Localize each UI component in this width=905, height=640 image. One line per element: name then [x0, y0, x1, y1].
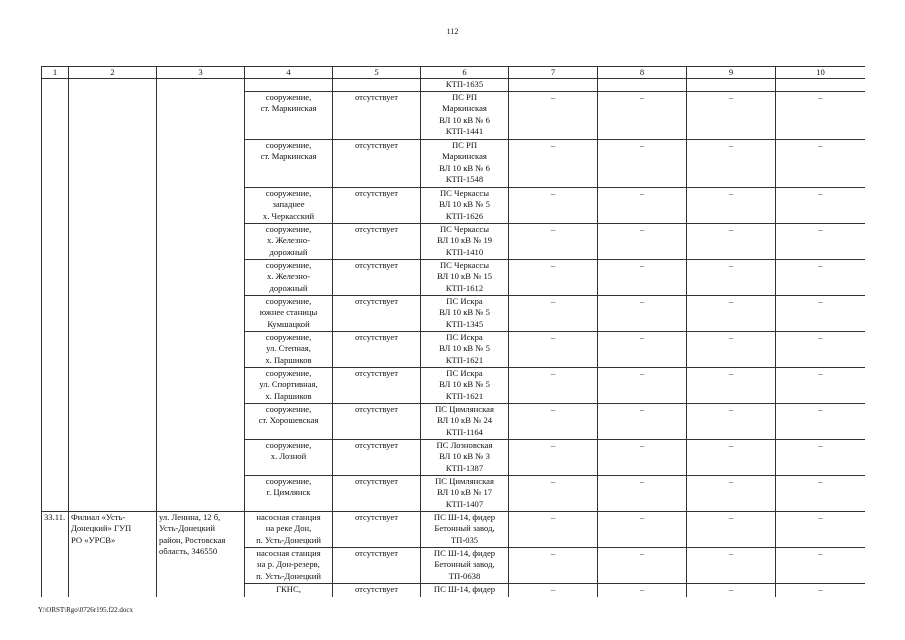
table-row [42, 296, 866, 332]
cell-c6-text: ПС Черкассы ВЛ 10 кВ № 19 КТП-1410 [436, 224, 493, 257]
cell-c6-text: ПС Искра ВЛ 10 кВ № 5 КТП-1621 [439, 368, 490, 401]
table-row [42, 79, 866, 92]
cell-c9 [687, 332, 776, 368]
cell-c4-text: сооружение, ул. Степная, х. Паршиков [265, 332, 312, 365]
cell-c6-text: ПС РП Маркинская ВЛ 10 кВ № 6 КТП-1548 [439, 140, 490, 184]
empty-cell-c3 [157, 476, 245, 512]
cell-c8-text: – [639, 92, 645, 102]
cell-c8-text: – [639, 440, 645, 450]
cell-c6-text: ПС Ш-14, фидер [433, 584, 496, 594]
empty-cell-c3 [157, 79, 245, 92]
cell-c6 [421, 92, 509, 140]
cell-c6 [421, 188, 509, 224]
cell-c9-text: – [728, 296, 734, 306]
cell-c7 [509, 440, 598, 476]
cell-c5-text: отсутствует [355, 260, 398, 270]
cell-c4 [245, 140, 333, 188]
cell-c10-text: – [818, 188, 823, 198]
cell-c10-text: – [818, 548, 823, 558]
cell-c5-text: отсутствует [355, 92, 398, 102]
header-cell: 4 [245, 67, 333, 79]
cell-c9 [687, 140, 776, 188]
cell-c7-text: – [550, 296, 556, 306]
cell-c8 [598, 140, 687, 188]
cell-c7 [509, 296, 598, 332]
cell-c4-text: ГКНС, [276, 584, 301, 594]
cell-c8 [598, 260, 687, 296]
cell-c9-text: – [728, 92, 734, 102]
cell-c5 [333, 512, 421, 548]
empty-cell-c2 [69, 296, 157, 332]
cell-c6 [421, 79, 509, 92]
cell-c6-text: КТП-1635 [445, 79, 484, 89]
cell-c5-text: отсутствует [355, 224, 398, 234]
header-row [42, 67, 866, 79]
cell-c10 [776, 404, 866, 440]
cell-c5 [333, 188, 421, 224]
table-row [42, 92, 866, 140]
cell-c7-text: – [550, 548, 556, 558]
empty-cell-c3 [157, 368, 245, 404]
cell-c9-text: – [728, 140, 734, 150]
cell-c5 [333, 332, 421, 368]
empty-cell-c2 [69, 140, 157, 188]
empty-cell-c2 [69, 368, 157, 404]
cell-c6-text: ПС Ш-14, фидер Бетонный завод, ТП-035 [433, 512, 496, 545]
cell-c8-text: – [639, 476, 645, 486]
header-cell: 2 [69, 67, 157, 79]
cell-c7-text: – [550, 188, 556, 198]
empty-cell-c3 [157, 260, 245, 296]
cell-c10-text: – [818, 260, 823, 270]
header-cell: 1 [42, 67, 69, 79]
cell-c7-text: – [550, 440, 556, 450]
empty-cell-c3 [157, 224, 245, 260]
group-cell-c3 [157, 512, 245, 598]
cell-c10 [776, 260, 866, 296]
cell-c9 [687, 512, 776, 548]
cell-c9-text: – [728, 548, 734, 558]
cell-c4 [245, 368, 333, 404]
cell-c4 [245, 404, 333, 440]
group-cell-c1 [42, 512, 69, 598]
empty-cell-c1 [42, 188, 69, 224]
cell-c5 [333, 260, 421, 296]
cell-c7-text: – [550, 332, 556, 342]
cell-c6-text: ПС Лозновская ВЛ 10 кВ № 3 КТП-1387 [436, 440, 493, 473]
cell-c7-text: – [550, 368, 556, 378]
cell-c4-text: сооружение, западнее х. Черкасский [262, 188, 315, 221]
header-cell: 9 [687, 67, 776, 79]
empty-cell-c1 [42, 92, 69, 140]
cell-c5-text: отсутствует [355, 440, 398, 450]
cell-c8-text: – [639, 584, 645, 594]
cell-c4-text: сооружение, южнее станицы Кумшацкой [259, 296, 318, 329]
cell-c10 [776, 368, 866, 404]
empty-cell-c1 [42, 476, 69, 512]
cell-c10-text: – [818, 368, 823, 378]
empty-cell-c1 [42, 224, 69, 260]
cell-c6 [421, 548, 509, 584]
cell-c9-text: – [728, 512, 734, 522]
empty-cell-c2 [69, 404, 157, 440]
cell-c5-text: отсутствует [355, 188, 398, 198]
empty-cell-c2 [69, 92, 157, 140]
cell-c9 [687, 260, 776, 296]
cell-c8 [598, 332, 687, 368]
empty-cell-c1 [42, 140, 69, 188]
page-number: 112 [446, 27, 459, 36]
empty-cell-c2 [69, 440, 157, 476]
cell-c5 [333, 476, 421, 512]
group-cell-c2 [69, 512, 157, 598]
cell-c4 [245, 332, 333, 368]
cell-c7 [509, 368, 598, 404]
cell-c10-text: – [818, 512, 823, 522]
cell-c6 [421, 332, 509, 368]
empty-cell-c3 [157, 296, 245, 332]
cell-c8 [598, 296, 687, 332]
empty-cell-c1 [42, 79, 69, 92]
cell-c7-text: – [550, 224, 556, 234]
table-row [42, 188, 866, 224]
cell-c6 [421, 224, 509, 260]
cell-c8 [598, 92, 687, 140]
cell-c4 [245, 440, 333, 476]
cell-c6 [421, 512, 509, 548]
cell-c10-text: – [818, 332, 823, 342]
cell-c10-text: – [818, 476, 823, 486]
cell-c6-text: ПС Цимлянская ВЛ 10 кВ № 17 КТП-1407 [435, 476, 494, 509]
cell-c6 [421, 296, 509, 332]
empty-cell-c1 [42, 260, 69, 296]
cell-c9-text: – [728, 188, 734, 198]
cell-c8-text: – [639, 368, 645, 378]
empty-cell-c3 [157, 140, 245, 188]
cell-c5 [333, 440, 421, 476]
empty-cell-c2 [69, 260, 157, 296]
cell-c5-text: отсутствует [355, 140, 398, 150]
empty-cell-c2 [69, 332, 157, 368]
cell-c7 [509, 584, 598, 598]
cell-c9-text: – [728, 476, 734, 486]
cell-c8 [598, 512, 687, 548]
cell-c8-text: – [639, 140, 645, 150]
table-row [42, 224, 866, 260]
cell-c6-text: ПС Черкассы ВЛ 10 кВ № 15 КТП-1612 [436, 260, 493, 293]
cell-c5 [333, 296, 421, 332]
cell-c7 [509, 140, 598, 188]
cell-c6 [421, 368, 509, 404]
cell-c9-text: – [728, 404, 734, 414]
cell-c5 [333, 92, 421, 140]
cell-c4 [245, 188, 333, 224]
cell-c9 [687, 548, 776, 584]
header-cell: 7 [509, 67, 598, 79]
table-row [42, 476, 866, 512]
empty-cell-c2 [69, 79, 157, 92]
cell-c9 [687, 92, 776, 140]
cell-c4-text: сооружение, ст. Маркинская [260, 92, 317, 114]
cell-c6-text: ПС Ш-14, фидер Бетонный завод, ТП-0638 [433, 548, 496, 581]
cell-c5 [333, 79, 421, 92]
cell-c4 [245, 92, 333, 140]
cell-c5 [333, 548, 421, 584]
cell-c4-text: насосная станция на реке Дон, п. Усть-Донецкий [256, 512, 321, 545]
cell-c8-text: – [639, 296, 645, 306]
cell-c9-text: – [728, 584, 734, 594]
cell-c4-text: сооружение, х. Лозной [265, 440, 312, 462]
cell-c8-text: – [639, 548, 645, 558]
cell-c7-text: – [550, 92, 556, 102]
cell-c6-text: ПС РП Маркинская ВЛ 10 кВ № 6 КТП-1441 [439, 92, 490, 136]
cell-c6 [421, 404, 509, 440]
cell-c10-text: – [818, 296, 823, 306]
cell-c8-text: – [639, 224, 645, 234]
header-cell: 10 [776, 67, 866, 79]
cell-c5-text: отсутствует [355, 368, 398, 378]
cell-c10 [776, 79, 866, 92]
cell-c8-text: – [639, 404, 645, 414]
cell-c10-text: – [818, 440, 823, 450]
cell-c4-text: сооружение, г. Цимлянск [265, 476, 312, 498]
cell-c10-text: – [818, 92, 823, 102]
cell-c5 [333, 404, 421, 440]
cell-c10 [776, 140, 866, 188]
table-row [42, 512, 866, 548]
cell-c7-text: – [550, 260, 556, 270]
cell-c8-text: – [639, 512, 645, 522]
table-row [42, 440, 866, 476]
cell-c10-text: – [818, 584, 823, 594]
cell-c8 [598, 368, 687, 404]
cell-c5 [333, 224, 421, 260]
cell-c7-text: – [550, 584, 556, 594]
header-cell: 6 [421, 67, 509, 79]
cell-c5-text: отсутствует [355, 296, 398, 306]
empty-cell-c1 [42, 332, 69, 368]
cell-c10 [776, 92, 866, 140]
cell-c8 [598, 224, 687, 260]
cell-c10-text: – [818, 224, 823, 234]
cell-c6 [421, 260, 509, 296]
cell-c7 [509, 476, 598, 512]
cell-c4 [245, 548, 333, 584]
cell-c9 [687, 224, 776, 260]
cell-c7 [509, 512, 598, 548]
cell-c4-text: сооружение, ст. Маркинская [260, 140, 317, 162]
cell-c6 [421, 476, 509, 512]
header-cell: 5 [333, 67, 421, 79]
cell-c4-text: сооружение, ул. Спортивная, х. Паршиков [259, 368, 318, 401]
empty-cell-c2 [69, 224, 157, 260]
cell-c5 [333, 140, 421, 188]
cell-c9 [687, 188, 776, 224]
cell-c4 [245, 224, 333, 260]
empty-cell-c1 [42, 368, 69, 404]
cell-c6 [421, 584, 509, 598]
footer-file-path: Y:\ORST\Rgo\0726r195.f22.docx [38, 606, 134, 614]
cell-c8-text: – [639, 260, 645, 270]
cell-c9 [687, 79, 776, 92]
cell-c9-text: – [728, 224, 734, 234]
empty-cell-c2 [69, 476, 157, 512]
cell-c4 [245, 296, 333, 332]
cell-c6-text: ПС Искра ВЛ 10 кВ № 5 КТП-1621 [439, 332, 490, 365]
cell-c6 [421, 440, 509, 476]
cell-c4 [245, 79, 333, 92]
cell-c7 [509, 260, 598, 296]
group-cell-c1-text: 33.11. [44, 512, 66, 522]
cell-c9 [687, 404, 776, 440]
cell-c10 [776, 548, 866, 584]
cell-c10-text: – [818, 140, 823, 150]
table-body [42, 79, 866, 598]
cell-c7 [509, 92, 598, 140]
cell-c9-text: – [728, 440, 734, 450]
header-cell: 3 [157, 67, 245, 79]
cell-c8-text: – [639, 188, 645, 198]
cell-c9 [687, 368, 776, 404]
cell-c9-text: – [728, 332, 734, 342]
cell-c7 [509, 332, 598, 368]
cell-c9 [687, 476, 776, 512]
empty-cell-c3 [157, 188, 245, 224]
cell-c5 [333, 584, 421, 598]
cell-c7 [509, 224, 598, 260]
cell-c10 [776, 440, 866, 476]
cell-c5 [333, 368, 421, 404]
cell-c5-text: отсутствует [355, 512, 398, 522]
table-row [42, 368, 866, 404]
cell-c8 [598, 188, 687, 224]
cell-c4-text: сооружение, х. Железно- дорожный [265, 260, 312, 293]
empty-cell-c3 [157, 440, 245, 476]
cell-c8-text: – [639, 332, 645, 342]
table-row [42, 332, 866, 368]
cell-c5-text: отсутствует [355, 548, 398, 558]
cell-c5-text: отсутствует [355, 476, 398, 486]
cell-c10 [776, 188, 866, 224]
table-row [42, 260, 866, 296]
group-cell-c3-text: ул. Ленина, 12 б, Усть-Донецкий район, Ростовская область, 346550 [159, 512, 226, 556]
cell-c4 [245, 512, 333, 548]
cell-c10-text: – [818, 404, 823, 414]
cell-c4 [245, 476, 333, 512]
cell-c9-text: – [728, 368, 734, 378]
table-row [42, 140, 866, 188]
cell-c10 [776, 296, 866, 332]
cell-c9-text: – [728, 260, 734, 270]
cell-c6-text: ПС Искра ВЛ 10 кВ № 5 КТП-1345 [439, 296, 490, 329]
cell-c7 [509, 548, 598, 584]
cell-c10 [776, 512, 866, 548]
cell-c10 [776, 224, 866, 260]
cell-c8 [598, 440, 687, 476]
empty-cell-c1 [42, 440, 69, 476]
cell-c8 [598, 584, 687, 598]
table-row [42, 404, 866, 440]
data-table [41, 66, 865, 597]
cell-c6-text: ПС Черкассы ВЛ 10 кВ № 5 КТП-1626 [439, 188, 490, 221]
table-container [41, 66, 865, 597]
empty-cell-c1 [42, 404, 69, 440]
cell-c7-text: – [550, 140, 556, 150]
header-cell: 8 [598, 67, 687, 79]
cell-c10 [776, 584, 866, 598]
cell-c8 [598, 476, 687, 512]
cell-c9 [687, 296, 776, 332]
cell-c6-text: ПС Цимлянская ВЛ 10 кВ № 24 КТП-1164 [435, 404, 494, 437]
empty-cell-c1 [42, 296, 69, 332]
cell-c7-text: – [550, 476, 556, 486]
cell-c8 [598, 79, 687, 92]
cell-c4-text: насосная станция на р. Дон-резерв, п. Усть-Донецкий [256, 548, 321, 581]
cell-c5-text: отсутствует [355, 584, 398, 594]
empty-cell-c3 [157, 92, 245, 140]
empty-cell-c3 [157, 332, 245, 368]
cell-c7-text: – [550, 512, 556, 522]
cell-c4 [245, 584, 333, 598]
cell-c7-text: – [550, 404, 556, 414]
cell-c4-text: сооружение, ст. Хорошевская [258, 404, 319, 426]
empty-cell-c2 [69, 188, 157, 224]
cell-c4 [245, 260, 333, 296]
cell-c5-text: отсутствует [355, 404, 398, 414]
cell-c7 [509, 404, 598, 440]
cell-c9 [687, 584, 776, 598]
cell-c6 [421, 140, 509, 188]
cell-c10 [776, 476, 866, 512]
empty-cell-c3 [157, 404, 245, 440]
cell-c9 [687, 440, 776, 476]
cell-c10 [776, 332, 866, 368]
cell-c7 [509, 188, 598, 224]
group-cell-c2-text: Филиал «Усть- Донецкий» ГУП РО «УРСВ» [71, 512, 132, 545]
cell-c7 [509, 79, 598, 92]
cell-c4-text: сооружение, х. Железно- дорожный [265, 224, 312, 257]
cell-c8 [598, 548, 687, 584]
cell-c8 [598, 404, 687, 440]
cell-c5-text: отсутствует [355, 332, 398, 342]
